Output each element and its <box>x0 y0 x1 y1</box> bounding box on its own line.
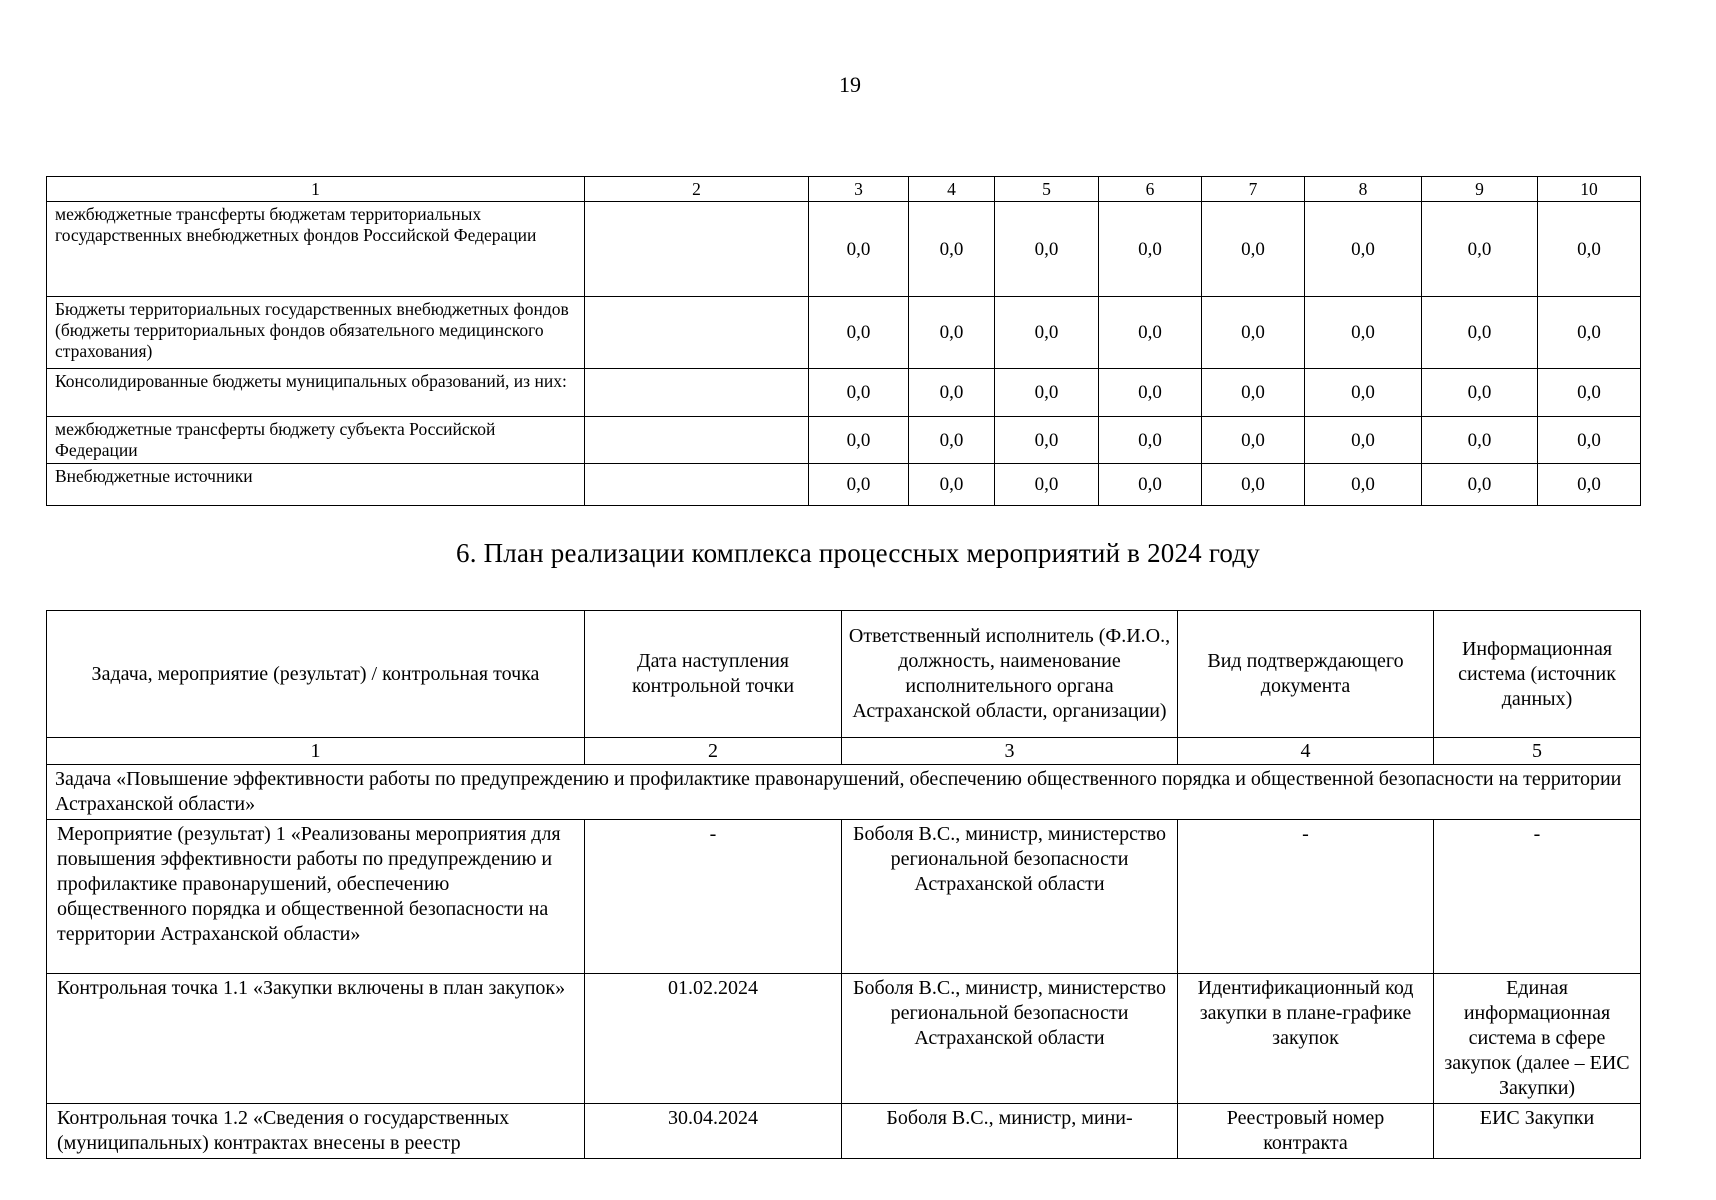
cell-value: 0,0 <box>1538 464 1641 506</box>
cell <box>585 464 809 506</box>
cell-value: 0,0 <box>1422 464 1538 506</box>
header-cell: Задача, мероприятие (результат) / контрольная точка <box>47 611 585 738</box>
table-row <box>47 369 1641 417</box>
information-system: - <box>1434 820 1641 974</box>
funding-table <box>46 176 1641 506</box>
information-system: Единая информационная система в сфере закупок (далее – ЕИС Закупки) <box>1434 974 1641 1104</box>
cell-value: 0,0 <box>1099 464 1202 506</box>
row-label: межбюджетные трансферты бюджету субъекта Российской Федерации <box>47 417 585 464</box>
cell-value: 0,0 <box>1202 464 1305 506</box>
column-number: 9 <box>1422 177 1538 202</box>
document-type: - <box>1178 820 1434 974</box>
cell <box>585 369 809 417</box>
column-number: 5 <box>995 177 1099 202</box>
table2-header-row <box>47 611 1641 738</box>
plan-table <box>46 610 1641 1159</box>
cell-value: 0,0 <box>909 202 995 297</box>
cell-value: 0,0 <box>1538 202 1641 297</box>
header-cell: Ответственный исполнитель (Ф.И.О., должность, наименование исполнительного органа Астраханской области, организации) <box>842 611 1178 738</box>
responsible-person: Боболя В.С., министр, министерство региональной безопасности Астраханской области <box>842 974 1178 1104</box>
task-row <box>47 765 1641 820</box>
control-date: - <box>585 820 842 974</box>
table2-number-row <box>47 738 1641 765</box>
row-label: Внебюджетные источники <box>47 464 585 506</box>
cell-value: 0,0 <box>995 202 1099 297</box>
cell-value: 0,0 <box>909 417 995 464</box>
header-cell: Информационная система (источник данных) <box>1434 611 1641 738</box>
cell-value: 0,0 <box>1422 417 1538 464</box>
cell-value: 0,0 <box>1305 417 1422 464</box>
cell-value: 0,0 <box>1422 202 1538 297</box>
document-type: Реестровый номер контракта <box>1178 1104 1434 1159</box>
cell-value: 0,0 <box>1099 417 1202 464</box>
event-name: Контрольная точка 1.2 «Сведения о государственных (муниципальных) контрактах внесены в реестр <box>47 1104 585 1159</box>
row-label: Консолидированные бюджеты муниципальных образований, из них: <box>47 369 585 417</box>
event-name: Мероприятие (результат) 1 «Реализованы мероприятия для повышения эффективности работы по предупреждению и профилактике правонарушений, обеспечению общественного порядка и общественной безопасности на территории Астраханской области» <box>47 820 585 974</box>
column-number: 2 <box>585 738 842 765</box>
responsible-person: Боболя В.С., министр, мини- <box>842 1104 1178 1159</box>
header-cell: Вид подтверждающего документа <box>1178 611 1434 738</box>
cell-value: 0,0 <box>1305 297 1422 369</box>
table-row <box>47 974 1641 1104</box>
control-date: 30.04.2024 <box>585 1104 842 1159</box>
column-number: 4 <box>909 177 995 202</box>
table-row <box>47 464 1641 506</box>
section-title: 6. План реализации комплекса процессных мероприятий в 2024 году <box>456 538 1260 568</box>
cell-value: 0,0 <box>909 297 995 369</box>
table-row <box>47 202 1641 297</box>
cell-value: 0,0 <box>809 464 909 506</box>
page-number: 19 <box>839 72 861 97</box>
column-number: 2 <box>585 177 809 202</box>
column-number: 3 <box>809 177 909 202</box>
cell-value: 0,0 <box>995 464 1099 506</box>
information-system: ЕИС Закупки <box>1434 1104 1641 1159</box>
cell <box>585 297 809 369</box>
cell-value: 0,0 <box>1202 369 1305 417</box>
cell-value: 0,0 <box>909 464 995 506</box>
cell-value: 0,0 <box>809 369 909 417</box>
cell-value: 0,0 <box>1538 417 1641 464</box>
cell-value: 0,0 <box>809 202 909 297</box>
document-type: Идентификационный код закупки в плане-графике закупок <box>1178 974 1434 1104</box>
cell-value: 0,0 <box>1202 417 1305 464</box>
column-number: 6 <box>1099 177 1202 202</box>
cell-value: 0,0 <box>1422 369 1538 417</box>
task-text: Задача «Повышение эффективности работы по предупреждению и профилактике правонарушений, обеспечению общественного порядка и общественной безопасности на территории Астраханской области» <box>47 765 1641 820</box>
cell-value: 0,0 <box>809 417 909 464</box>
column-number: 3 <box>842 738 1178 765</box>
column-number: 1 <box>47 177 585 202</box>
table-row <box>47 417 1641 464</box>
cell-value: 0,0 <box>1202 202 1305 297</box>
cell-value: 0,0 <box>1099 202 1202 297</box>
table1-header-row <box>47 177 1641 202</box>
cell-value: 0,0 <box>995 369 1099 417</box>
cell-value: 0,0 <box>1202 297 1305 369</box>
cell-value: 0,0 <box>1538 369 1641 417</box>
row-label: межбюджетные трансферты бюджетам территориальных государственных внебюджетных фондов Российской Федерации <box>47 202 585 297</box>
row-label: Бюджеты территориальных государственных внебюджетных фондов (бюджеты территориальных фондов обязательного медицинского страхования) <box>47 297 585 369</box>
event-name: Контрольная точка 1.1 «Закупки включены в план закупок» <box>47 974 585 1104</box>
column-number: 4 <box>1178 738 1434 765</box>
cell-value: 0,0 <box>909 369 995 417</box>
cell-value: 0,0 <box>1305 369 1422 417</box>
table-row <box>47 297 1641 369</box>
responsible-person: Боболя В.С., министр, министерство региональной безопасности Астраханской области <box>842 820 1178 974</box>
column-number: 8 <box>1305 177 1422 202</box>
cell-value: 0,0 <box>1305 464 1422 506</box>
cell-value: 0,0 <box>1305 202 1422 297</box>
cell <box>585 417 809 464</box>
column-number: 10 <box>1538 177 1641 202</box>
cell-value: 0,0 <box>1538 297 1641 369</box>
column-number: 7 <box>1202 177 1305 202</box>
table-row <box>47 820 1641 974</box>
column-number: 1 <box>47 738 585 765</box>
cell-value: 0,0 <box>1099 297 1202 369</box>
column-number: 5 <box>1434 738 1641 765</box>
cell-value: 0,0 <box>809 297 909 369</box>
cell-value: 0,0 <box>1099 369 1202 417</box>
control-date: 01.02.2024 <box>585 974 842 1104</box>
cell-value: 0,0 <box>995 297 1099 369</box>
table-row <box>47 1104 1641 1159</box>
header-cell: Дата наступления контрольной точки <box>585 611 842 738</box>
cell-value: 0,0 <box>1422 297 1538 369</box>
cell <box>585 202 809 297</box>
cell-value: 0,0 <box>995 417 1099 464</box>
